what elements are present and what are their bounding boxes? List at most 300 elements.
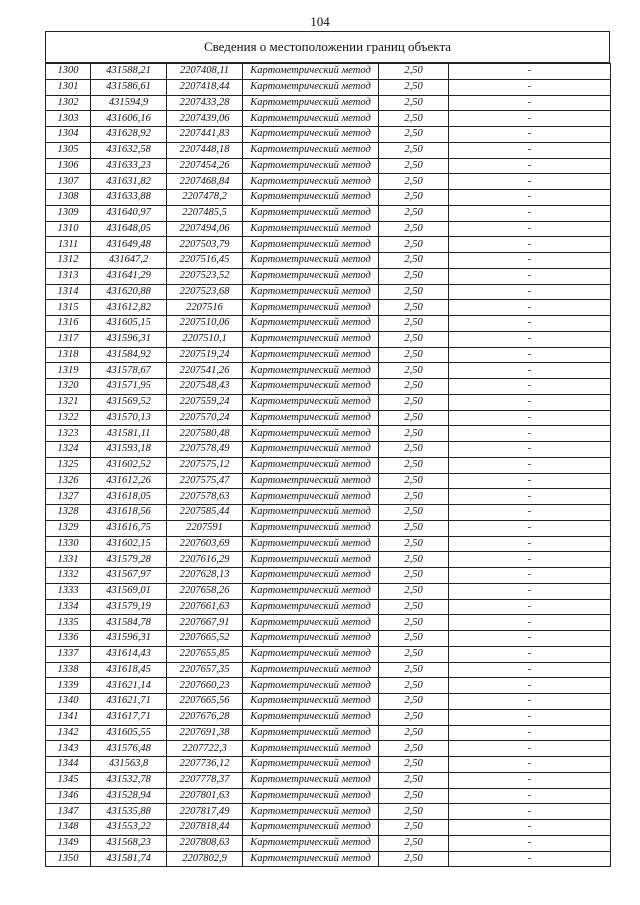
accuracy-cell: 2,50 xyxy=(379,757,449,773)
point-number-cell: 1342 xyxy=(46,725,91,741)
method-cell: Картометрический метод xyxy=(243,379,379,395)
point-number-cell: 1321 xyxy=(46,394,91,410)
method-cell: Картометрический метод xyxy=(243,520,379,536)
x-coordinate-cell: 431620,88 xyxy=(91,284,167,300)
method-cell: Картометрический метод xyxy=(243,741,379,757)
accuracy-cell: 2,50 xyxy=(379,725,449,741)
accuracy-cell: 2,50 xyxy=(379,379,449,395)
y-coordinate-cell: 2207559,24 xyxy=(167,394,243,410)
table-row xyxy=(46,190,611,206)
table-row xyxy=(46,552,611,568)
description-cell: - xyxy=(449,851,611,867)
method-cell: Картометрический метод xyxy=(243,646,379,662)
description-cell: - xyxy=(449,284,611,300)
x-coordinate-cell: 431584,92 xyxy=(91,347,167,363)
point-number-cell: 1308 xyxy=(46,190,91,206)
accuracy-cell: 2,50 xyxy=(379,205,449,221)
x-coordinate-cell: 431621,71 xyxy=(91,694,167,710)
point-number-cell: 1340 xyxy=(46,694,91,710)
table-row xyxy=(46,851,611,867)
x-coordinate-cell: 431641,29 xyxy=(91,268,167,284)
y-coordinate-cell: 2207665,56 xyxy=(167,694,243,710)
method-cell: Картометрический метод xyxy=(243,221,379,237)
x-coordinate-cell: 431576,48 xyxy=(91,741,167,757)
y-coordinate-cell: 2207578,49 xyxy=(167,442,243,458)
y-coordinate-cell: 2207655,85 xyxy=(167,646,243,662)
description-cell: - xyxy=(449,158,611,174)
table-row xyxy=(46,583,611,599)
accuracy-cell: 2,50 xyxy=(379,284,449,300)
table-row xyxy=(46,835,611,851)
description-cell: - xyxy=(449,505,611,521)
y-coordinate-cell: 2207616,29 xyxy=(167,552,243,568)
table-row xyxy=(46,520,611,536)
table-row xyxy=(46,788,611,804)
method-cell: Картометрический метод xyxy=(243,174,379,190)
point-number-cell: 1346 xyxy=(46,788,91,804)
x-coordinate-cell: 431647,2 xyxy=(91,253,167,269)
table-row xyxy=(46,253,611,269)
x-coordinate-cell: 431588,21 xyxy=(91,64,167,80)
description-cell: - xyxy=(449,788,611,804)
table-row xyxy=(46,284,611,300)
table-row xyxy=(46,678,611,694)
x-coordinate-cell: 431586,61 xyxy=(91,79,167,95)
x-coordinate-cell: 431612,82 xyxy=(91,300,167,316)
point-number-cell: 1301 xyxy=(46,79,91,95)
description-cell: - xyxy=(449,709,611,725)
x-coordinate-cell: 431579,28 xyxy=(91,552,167,568)
table-row xyxy=(46,473,611,489)
table-row xyxy=(46,300,611,316)
description-cell: - xyxy=(449,379,611,395)
description-cell: - xyxy=(449,253,611,269)
description-cell: - xyxy=(449,772,611,788)
description-cell: - xyxy=(449,316,611,332)
method-cell: Картометрический метод xyxy=(243,473,379,489)
description-cell: - xyxy=(449,599,611,615)
y-coordinate-cell: 2207575,12 xyxy=(167,457,243,473)
table-row xyxy=(46,662,611,678)
section-title: Сведения о местоположении границ объекта xyxy=(203,39,452,54)
accuracy-cell: 2,50 xyxy=(379,64,449,80)
x-coordinate-cell: 431579,19 xyxy=(91,599,167,615)
x-coordinate-cell: 431632,58 xyxy=(91,142,167,158)
accuracy-cell: 2,50 xyxy=(379,111,449,127)
table-row xyxy=(46,536,611,552)
point-number-cell: 1341 xyxy=(46,709,91,725)
description-cell: - xyxy=(449,489,611,505)
accuracy-cell: 2,50 xyxy=(379,268,449,284)
x-coordinate-cell: 431602,15 xyxy=(91,536,167,552)
table-row xyxy=(46,772,611,788)
y-coordinate-cell: 2207454,26 xyxy=(167,158,243,174)
accuracy-cell: 2,50 xyxy=(379,694,449,710)
accuracy-cell: 2,50 xyxy=(379,741,449,757)
point-number-cell: 1332 xyxy=(46,568,91,584)
accuracy-cell: 2,50 xyxy=(379,709,449,725)
description-cell: - xyxy=(449,174,611,190)
point-number-cell: 1325 xyxy=(46,457,91,473)
y-coordinate-cell: 2207660,23 xyxy=(167,678,243,694)
table-row xyxy=(46,316,611,332)
method-cell: Картометрический метод xyxy=(243,851,379,867)
table-row xyxy=(46,237,611,253)
method-cell: Картометрический метод xyxy=(243,678,379,694)
description-cell: - xyxy=(449,631,611,647)
method-cell: Картометрический метод xyxy=(243,457,379,473)
method-cell: Картометрический метод xyxy=(243,489,379,505)
table-row xyxy=(46,757,611,773)
method-cell: Картометрический метод xyxy=(243,347,379,363)
accuracy-cell: 2,50 xyxy=(379,190,449,206)
point-number-cell: 1309 xyxy=(46,205,91,221)
y-coordinate-cell: 2207516,45 xyxy=(167,253,243,269)
table-row xyxy=(46,205,611,221)
table-row xyxy=(46,64,611,80)
accuracy-cell: 2,50 xyxy=(379,253,449,269)
point-number-cell: 1316 xyxy=(46,316,91,332)
description-cell: - xyxy=(449,552,611,568)
y-coordinate-cell: 2207657,35 xyxy=(167,662,243,678)
x-coordinate-cell: 431633,23 xyxy=(91,158,167,174)
description-cell: - xyxy=(449,757,611,773)
y-coordinate-cell: 2207516 xyxy=(167,300,243,316)
accuracy-cell: 2,50 xyxy=(379,347,449,363)
accuracy-cell: 2,50 xyxy=(379,851,449,867)
method-cell: Картометрический метод xyxy=(243,127,379,143)
x-coordinate-cell: 431578,67 xyxy=(91,363,167,379)
point-number-cell: 1331 xyxy=(46,552,91,568)
point-number-cell: 1324 xyxy=(46,442,91,458)
table-row xyxy=(46,631,611,647)
point-number-cell: 1348 xyxy=(46,820,91,836)
table-row xyxy=(46,599,611,615)
x-coordinate-cell: 431568,23 xyxy=(91,835,167,851)
table-row xyxy=(46,127,611,143)
point-number-cell: 1312 xyxy=(46,253,91,269)
y-coordinate-cell: 2207523,52 xyxy=(167,268,243,284)
table-row xyxy=(46,694,611,710)
method-cell: Картометрический метод xyxy=(243,709,379,725)
y-coordinate-cell: 2207468,84 xyxy=(167,174,243,190)
y-coordinate-cell: 2207441,83 xyxy=(167,127,243,143)
y-coordinate-cell: 2207667,91 xyxy=(167,615,243,631)
x-coordinate-cell: 431594,9 xyxy=(91,95,167,111)
description-cell: - xyxy=(449,536,611,552)
x-coordinate-cell: 431640,97 xyxy=(91,205,167,221)
accuracy-cell: 2,50 xyxy=(379,316,449,332)
point-number-cell: 1304 xyxy=(46,127,91,143)
y-coordinate-cell: 2207578,63 xyxy=(167,489,243,505)
method-cell: Картометрический метод xyxy=(243,536,379,552)
method-cell: Картометрический метод xyxy=(243,284,379,300)
table-row xyxy=(46,363,611,379)
method-cell: Картометрический метод xyxy=(243,111,379,127)
description-cell: - xyxy=(449,79,611,95)
table-row xyxy=(46,442,611,458)
accuracy-cell: 2,50 xyxy=(379,158,449,174)
y-coordinate-cell: 2207519,24 xyxy=(167,347,243,363)
method-cell: Картометрический метод xyxy=(243,552,379,568)
y-coordinate-cell: 2207580,48 xyxy=(167,426,243,442)
y-coordinate-cell: 2207665,52 xyxy=(167,631,243,647)
point-number-cell: 1344 xyxy=(46,757,91,773)
y-coordinate-cell: 2207448,18 xyxy=(167,142,243,158)
point-number-cell: 1320 xyxy=(46,379,91,395)
accuracy-cell: 2,50 xyxy=(379,552,449,568)
description-cell: - xyxy=(449,583,611,599)
x-coordinate-cell: 431569,52 xyxy=(91,394,167,410)
method-cell: Картометрический метод xyxy=(243,426,379,442)
method-cell: Картометрический метод xyxy=(243,268,379,284)
point-number-cell: 1350 xyxy=(46,851,91,867)
table-row xyxy=(46,142,611,158)
table-row xyxy=(46,615,611,631)
description-cell: - xyxy=(449,694,611,710)
table-row xyxy=(46,221,611,237)
point-number-cell: 1345 xyxy=(46,772,91,788)
point-number-cell: 1305 xyxy=(46,142,91,158)
y-coordinate-cell: 2207778,37 xyxy=(167,772,243,788)
point-number-cell: 1343 xyxy=(46,741,91,757)
description-cell: - xyxy=(449,662,611,678)
table-row xyxy=(46,394,611,410)
x-coordinate-cell: 431617,71 xyxy=(91,709,167,725)
x-coordinate-cell: 431616,75 xyxy=(91,520,167,536)
point-number-cell: 1315 xyxy=(46,300,91,316)
method-cell: Картометрический метод xyxy=(243,300,379,316)
point-number-cell: 1319 xyxy=(46,363,91,379)
method-cell: Картометрический метод xyxy=(243,363,379,379)
y-coordinate-cell: 2207418,44 xyxy=(167,79,243,95)
table-row xyxy=(46,158,611,174)
accuracy-cell: 2,50 xyxy=(379,678,449,694)
accuracy-cell: 2,50 xyxy=(379,489,449,505)
x-coordinate-cell: 431596,31 xyxy=(91,331,167,347)
accuracy-cell: 2,50 xyxy=(379,394,449,410)
x-coordinate-cell: 431571,95 xyxy=(91,379,167,395)
accuracy-cell: 2,50 xyxy=(379,142,449,158)
table-row xyxy=(46,568,611,584)
method-cell: Картометрический метод xyxy=(243,788,379,804)
point-number-cell: 1337 xyxy=(46,646,91,662)
y-coordinate-cell: 2207603,69 xyxy=(167,536,243,552)
accuracy-cell: 2,50 xyxy=(379,835,449,851)
description-cell: - xyxy=(449,268,611,284)
description-cell: - xyxy=(449,410,611,426)
method-cell: Картометрический метод xyxy=(243,190,379,206)
x-coordinate-cell: 431596,31 xyxy=(91,631,167,647)
y-coordinate-cell: 2207818,44 xyxy=(167,820,243,836)
point-number-cell: 1329 xyxy=(46,520,91,536)
point-number-cell: 1302 xyxy=(46,95,91,111)
table-row xyxy=(46,725,611,741)
point-number-cell: 1347 xyxy=(46,804,91,820)
method-cell: Картометрический метод xyxy=(243,772,379,788)
y-coordinate-cell: 2207494,06 xyxy=(167,221,243,237)
point-number-cell: 1300 xyxy=(46,64,91,80)
x-coordinate-cell: 431584,78 xyxy=(91,615,167,631)
x-coordinate-cell: 431648,05 xyxy=(91,221,167,237)
method-cell: Картометрический метод xyxy=(243,505,379,521)
y-coordinate-cell: 2207628,13 xyxy=(167,568,243,584)
table-row xyxy=(46,426,611,442)
y-coordinate-cell: 2207433,28 xyxy=(167,95,243,111)
point-number-cell: 1307 xyxy=(46,174,91,190)
description-cell: - xyxy=(449,127,611,143)
point-number-cell: 1339 xyxy=(46,678,91,694)
y-coordinate-cell: 2207575,47 xyxy=(167,473,243,489)
table-row xyxy=(46,804,611,820)
accuracy-cell: 2,50 xyxy=(379,804,449,820)
point-number-cell: 1333 xyxy=(46,583,91,599)
x-coordinate-cell: 431581,11 xyxy=(91,426,167,442)
x-coordinate-cell: 431605,15 xyxy=(91,316,167,332)
point-number-cell: 1328 xyxy=(46,505,91,521)
x-coordinate-cell: 431605,55 xyxy=(91,725,167,741)
table-row xyxy=(46,489,611,505)
y-coordinate-cell: 2207485,5 xyxy=(167,205,243,221)
method-cell: Картометрический метод xyxy=(243,757,379,773)
table-row xyxy=(46,111,611,127)
y-coordinate-cell: 2207585,44 xyxy=(167,505,243,521)
accuracy-cell: 2,50 xyxy=(379,505,449,521)
description-cell: - xyxy=(449,347,611,363)
x-coordinate-cell: 431535,88 xyxy=(91,804,167,820)
y-coordinate-cell: 2207722,3 xyxy=(167,741,243,757)
method-cell: Картометрический метод xyxy=(243,205,379,221)
point-number-cell: 1314 xyxy=(46,284,91,300)
accuracy-cell: 2,50 xyxy=(379,79,449,95)
x-coordinate-cell: 431631,82 xyxy=(91,174,167,190)
table-row xyxy=(46,505,611,521)
description-cell: - xyxy=(449,804,611,820)
table-row xyxy=(46,410,611,426)
description-cell: - xyxy=(449,426,611,442)
point-number-cell: 1310 xyxy=(46,221,91,237)
method-cell: Картометрический метод xyxy=(243,615,379,631)
y-coordinate-cell: 2207676,28 xyxy=(167,709,243,725)
y-coordinate-cell: 2207736,12 xyxy=(167,757,243,773)
point-number-cell: 1330 xyxy=(46,536,91,552)
method-cell: Картометрический метод xyxy=(243,253,379,269)
point-number-cell: 1306 xyxy=(46,158,91,174)
x-coordinate-cell: 431618,45 xyxy=(91,662,167,678)
y-coordinate-cell: 2207658,26 xyxy=(167,583,243,599)
x-coordinate-cell: 431567,97 xyxy=(91,568,167,584)
method-cell: Картометрический метод xyxy=(243,95,379,111)
table-row xyxy=(46,379,611,395)
accuracy-cell: 2,50 xyxy=(379,520,449,536)
description-cell: - xyxy=(449,300,611,316)
x-coordinate-cell: 431570,13 xyxy=(91,410,167,426)
accuracy-cell: 2,50 xyxy=(379,772,449,788)
description-cell: - xyxy=(449,615,611,631)
table-row xyxy=(46,268,611,284)
table-row xyxy=(46,347,611,363)
table-row xyxy=(46,331,611,347)
accuracy-cell: 2,50 xyxy=(379,442,449,458)
accuracy-cell: 2,50 xyxy=(379,583,449,599)
method-cell: Картометрический метод xyxy=(243,79,379,95)
y-coordinate-cell: 2207510,1 xyxy=(167,331,243,347)
section-header xyxy=(45,31,610,63)
x-coordinate-cell: 431649,48 xyxy=(91,237,167,253)
y-coordinate-cell: 2207503,79 xyxy=(167,237,243,253)
description-cell: - xyxy=(449,835,611,851)
y-coordinate-cell: 2207523,68 xyxy=(167,284,243,300)
x-coordinate-cell: 431569,01 xyxy=(91,583,167,599)
method-cell: Картометрический метод xyxy=(243,631,379,647)
point-number-cell: 1349 xyxy=(46,835,91,851)
method-cell: Картометрический метод xyxy=(243,804,379,820)
x-coordinate-cell: 431628,92 xyxy=(91,127,167,143)
y-coordinate-cell: 2207661,63 xyxy=(167,599,243,615)
method-cell: Картометрический метод xyxy=(243,662,379,678)
y-coordinate-cell: 2207591 xyxy=(167,520,243,536)
y-coordinate-cell: 2207802,9 xyxy=(167,851,243,867)
description-cell: - xyxy=(449,394,611,410)
description-cell: - xyxy=(449,725,611,741)
table-row xyxy=(46,95,611,111)
x-coordinate-cell: 431532,78 xyxy=(91,772,167,788)
y-coordinate-cell: 2207691,38 xyxy=(167,725,243,741)
method-cell: Картометрический метод xyxy=(243,442,379,458)
table-row xyxy=(46,79,611,95)
point-number-cell: 1334 xyxy=(46,599,91,615)
point-number-cell: 1322 xyxy=(46,410,91,426)
x-coordinate-cell: 431614,43 xyxy=(91,646,167,662)
point-number-cell: 1335 xyxy=(46,615,91,631)
y-coordinate-cell: 2207570,24 xyxy=(167,410,243,426)
x-coordinate-cell: 431606,16 xyxy=(91,111,167,127)
method-cell: Картометрический метод xyxy=(243,331,379,347)
y-coordinate-cell: 2207801,63 xyxy=(167,788,243,804)
point-number-cell: 1323 xyxy=(46,426,91,442)
accuracy-cell: 2,50 xyxy=(379,426,449,442)
description-cell: - xyxy=(449,457,611,473)
y-coordinate-cell: 2207510,06 xyxy=(167,316,243,332)
description-cell: - xyxy=(449,190,611,206)
method-cell: Картометрический метод xyxy=(243,835,379,851)
accuracy-cell: 2,50 xyxy=(379,221,449,237)
x-coordinate-cell: 431618,56 xyxy=(91,505,167,521)
coordinates-table xyxy=(45,63,611,867)
accuracy-cell: 2,50 xyxy=(379,237,449,253)
y-coordinate-cell: 2207408,11 xyxy=(167,64,243,80)
description-cell: - xyxy=(449,331,611,347)
accuracy-cell: 2,50 xyxy=(379,599,449,615)
method-cell: Картометрический метод xyxy=(243,725,379,741)
description-cell: - xyxy=(449,142,611,158)
description-cell: - xyxy=(449,568,611,584)
x-coordinate-cell: 431553,22 xyxy=(91,820,167,836)
method-cell: Картометрический метод xyxy=(243,583,379,599)
accuracy-cell: 2,50 xyxy=(379,788,449,804)
table-row xyxy=(46,174,611,190)
description-cell: - xyxy=(449,95,611,111)
y-coordinate-cell: 2207548,43 xyxy=(167,379,243,395)
method-cell: Картометрический метод xyxy=(243,394,379,410)
accuracy-cell: 2,50 xyxy=(379,568,449,584)
description-cell: - xyxy=(449,678,611,694)
description-cell: - xyxy=(449,442,611,458)
accuracy-cell: 2,50 xyxy=(379,457,449,473)
description-cell: - xyxy=(449,237,611,253)
method-cell: Картометрический метод xyxy=(243,237,379,253)
point-number-cell: 1313 xyxy=(46,268,91,284)
